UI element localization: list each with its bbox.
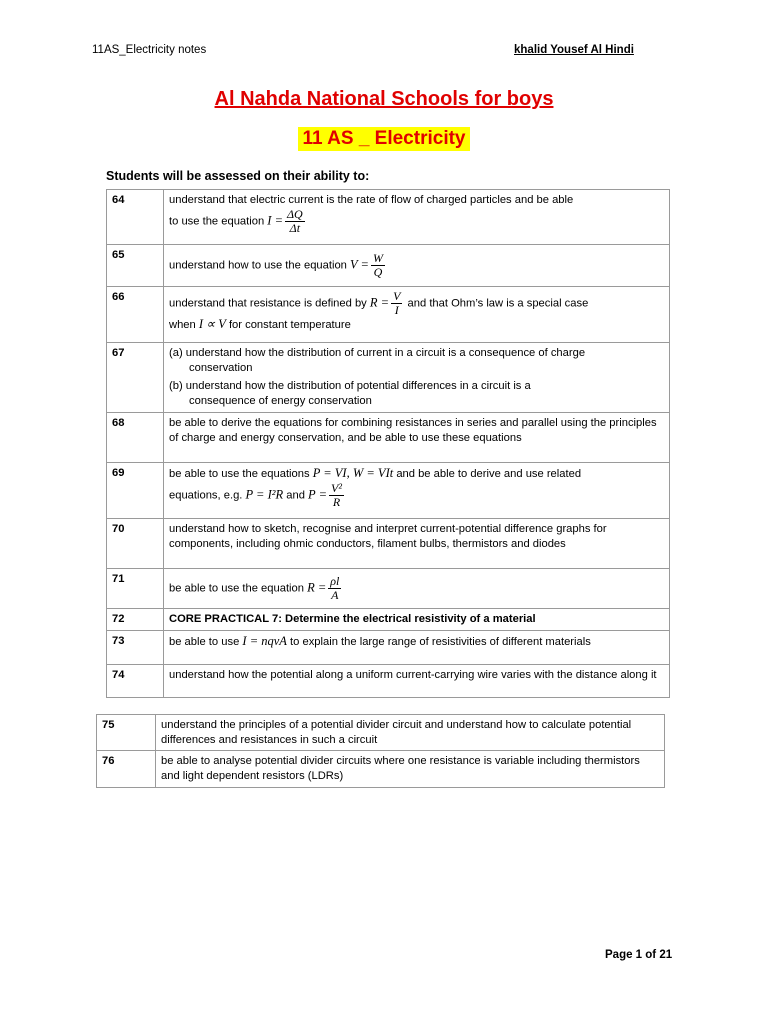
row-text: understand that resistance is defined by R = $\frac{V}{I}$ and that Ohm’s law is a special case when I ∝ V for constant temperature	[164, 287, 670, 343]
row-number: 75	[97, 715, 156, 751]
row-text: (a) understand how the distribution of current in a circuit is a consequence of charge conservation (b) understand how the distribution of potential differences in a circuit is a consequence of energy conservation	[164, 343, 670, 413]
table-row	[107, 343, 670, 413]
row-text: CORE PRACTICAL 7: Determine the electrical resistivity of a material	[164, 609, 670, 631]
row-text: be able to derive the equations for combining resistances in series and parallel using the principles of charge and energy conservation, and be able to use these equations	[164, 413, 670, 463]
table-row	[107, 665, 670, 698]
row-text: be able to use the equation R = $\frac{\rho l}{A}$	[164, 569, 670, 609]
row-text: be able to analyse potential divider circuits where one resistance is variable including thermistors and light dependent resistors (LDRs)	[156, 751, 665, 788]
table-row	[107, 631, 670, 665]
table-row	[107, 413, 670, 463]
row-number: 76	[97, 751, 156, 788]
table-row	[97, 751, 665, 788]
row-text: understand how to sketch, recognise and interpret current-potential difference graphs for components, including ohmic conductors, filament bulbs, thermistors and diodes	[164, 519, 670, 569]
spec-table-continued	[96, 714, 665, 788]
header-left: 11AS_Electricity notes	[92, 44, 207, 56]
row-number: 68	[107, 413, 164, 463]
page-number: Page 1 of 21	[605, 949, 673, 961]
school-name: Al Nahda National Schools for boys	[214, 88, 554, 110]
row-text: understand how the potential along a uniform current-carrying wire varies with the distance along it	[164, 665, 670, 698]
spec-table	[106, 189, 670, 698]
row-number: 66	[107, 287, 164, 343]
row-text: be able to use I = nqvA to explain the large range of resistivities of different materials	[164, 631, 670, 665]
table-row	[107, 245, 670, 287]
row-number: 73	[107, 631, 164, 665]
lead-text: Students will be assessed on their ability to:	[106, 169, 370, 183]
row-text: understand how to use the equation V = $\frac{W}{Q}$	[164, 245, 670, 287]
table-row	[97, 715, 665, 751]
header-right: khalid Yousef Al Hindi	[514, 44, 634, 56]
row-number: 72	[107, 609, 164, 631]
table-row	[107, 609, 670, 631]
row-text: be able to use the equations P = VI, W = VIt and be able to derive and use related equations, e.g. P = I²R and P = $\frac{\text{V²}}{R}$	[164, 463, 670, 519]
table-row	[107, 190, 670, 245]
row-number: 64	[107, 190, 164, 245]
row-number: 70	[107, 519, 164, 569]
row-number: 67	[107, 343, 164, 413]
row-number: 69	[107, 463, 164, 519]
row-text: understand that electric current is the rate of flow of charged particles and be able to use the equation I = $\frac{\Delta Q}{\Delta t}$	[164, 190, 670, 245]
page-title: 11 AS _ Electricity	[298, 127, 469, 151]
row-number: 74	[107, 665, 164, 698]
table-row	[107, 463, 670, 519]
table-row	[107, 287, 670, 343]
row-number: 65	[107, 245, 164, 287]
table-row	[107, 519, 670, 569]
table-row	[107, 569, 670, 609]
row-text: understand the principles of a potential divider circuit and understand how to calculate potential differences and resistances in such a circuit	[156, 715, 665, 751]
row-number: 71	[107, 569, 164, 609]
